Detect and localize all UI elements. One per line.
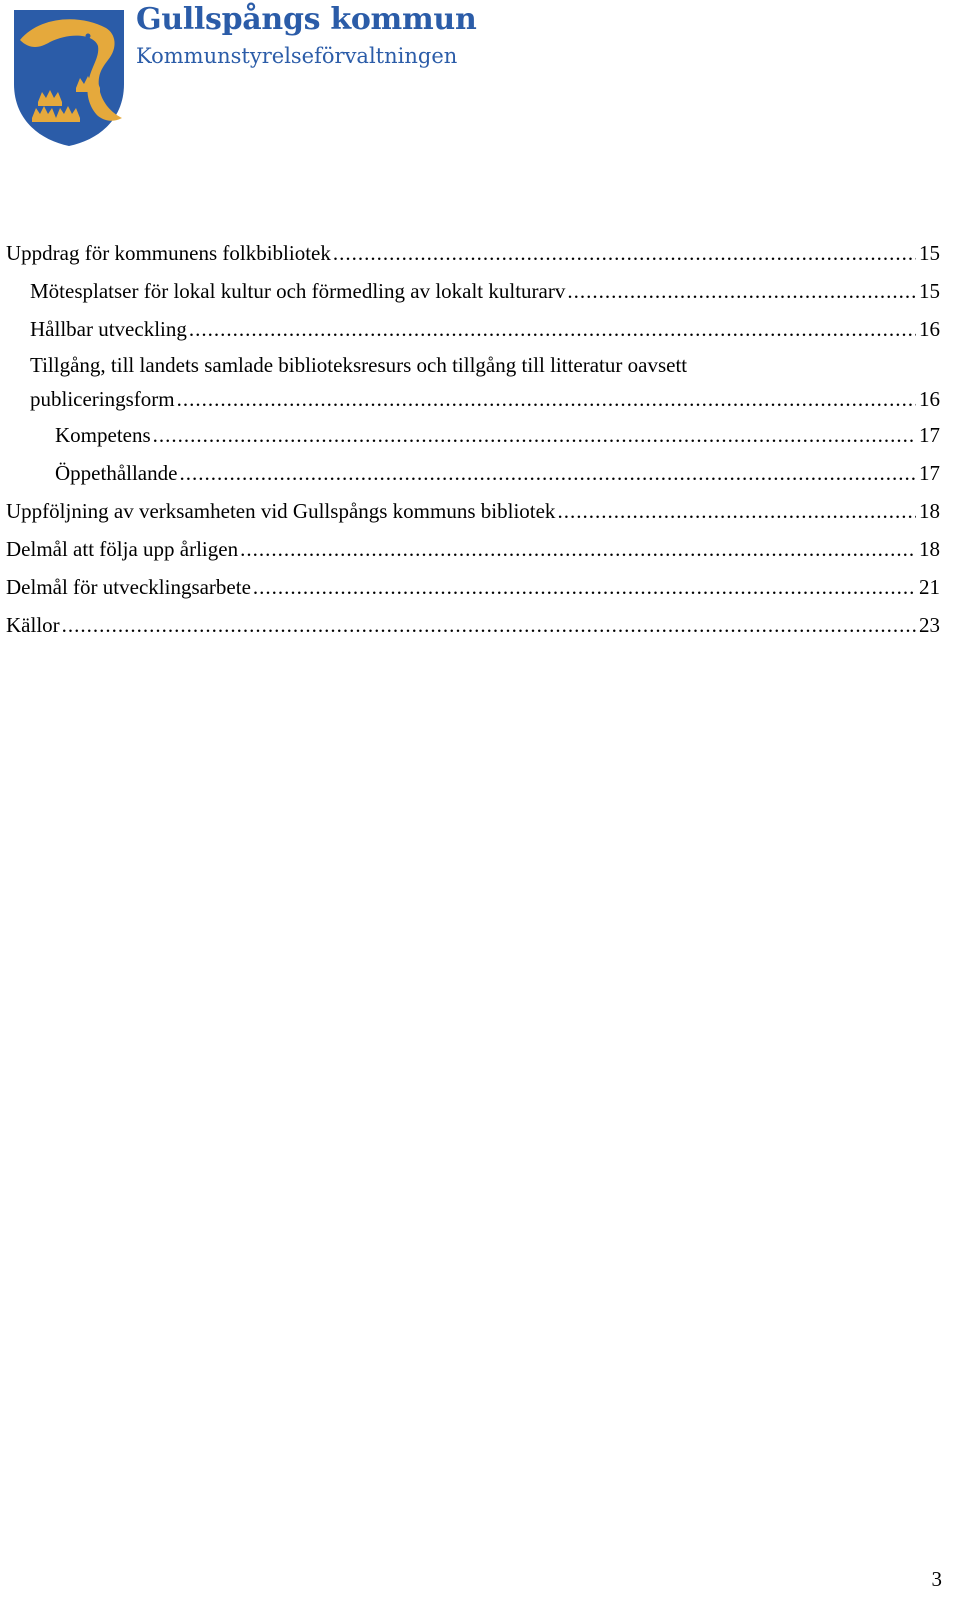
toc-entry-label: Mötesplatser för lokal kultur och förmedling av lokalt kulturarv (30, 279, 566, 303)
toc-entry[interactable] (0, 606, 960, 644)
dot-leader (153, 416, 916, 454)
dot-leader (179, 454, 916, 492)
municipal-crest-icon (10, 6, 128, 148)
toc-entry-label: Tillgång, till landets samlade biblioteksresurs och tillgång till litteratur oavsett (30, 353, 688, 377)
page-number: 3 (931, 1567, 942, 1591)
document-header (0, 0, 960, 160)
dot-leader (253, 568, 916, 606)
toc-entry-page: 17 (919, 461, 940, 485)
toc-entry[interactable] (0, 272, 960, 310)
toc-entry-page: 21 (919, 575, 940, 599)
toc-entry[interactable] (0, 310, 960, 348)
toc-entry[interactable] (0, 234, 960, 272)
toc-entry-label: Delmål att följa upp årligen (6, 537, 239, 561)
toc-entry-label: Delmål för utvecklingsarbete (6, 575, 251, 599)
toc-entry-label-continued: publiceringsform (30, 387, 175, 411)
dot-leader (189, 310, 916, 348)
toc-entry-page: 16 (919, 317, 940, 341)
dot-leader (240, 530, 916, 568)
toc-entry-label: Uppföljning av verksamheten vid Gullspångs kommuns bibliotek (6, 499, 556, 523)
toc-entry-page: 15 (919, 279, 940, 303)
toc-entry-page: 18 (919, 499, 940, 523)
dot-leader (333, 234, 916, 272)
toc-entry[interactable] (0, 454, 960, 492)
toc-entry[interactable] (0, 568, 960, 606)
toc-entry-label: Öppethållande (55, 461, 178, 485)
toc-entry[interactable] (0, 530, 960, 568)
toc-entry[interactable] (0, 348, 960, 416)
dot-leader (62, 606, 916, 644)
toc-entry-page: 16 (919, 387, 940, 411)
toc-entry[interactable] (0, 492, 960, 530)
table-of-contents (0, 234, 960, 644)
toc-entry-label: Källor (6, 613, 60, 637)
toc-entry-label: Hållbar utveckling (30, 317, 187, 341)
toc-entry[interactable] (0, 416, 960, 454)
dot-leader (557, 492, 916, 530)
toc-entry-page: 18 (919, 537, 940, 561)
toc-entry-page: 17 (919, 423, 940, 447)
organization-name: Gullspångs kommun (136, 2, 477, 37)
toc-entry-label: Uppdrag för kommunens folkbibliotek (6, 241, 331, 265)
dot-leader (177, 382, 916, 416)
dot-leader (567, 272, 916, 310)
toc-entry-label: Kompetens (55, 423, 151, 447)
toc-entry-line2 (30, 382, 940, 416)
toc-entry-page: 15 (919, 241, 940, 265)
toc-entry-page: 23 (919, 613, 940, 637)
department-name: Kommunstyrelseförvaltningen (136, 44, 458, 68)
